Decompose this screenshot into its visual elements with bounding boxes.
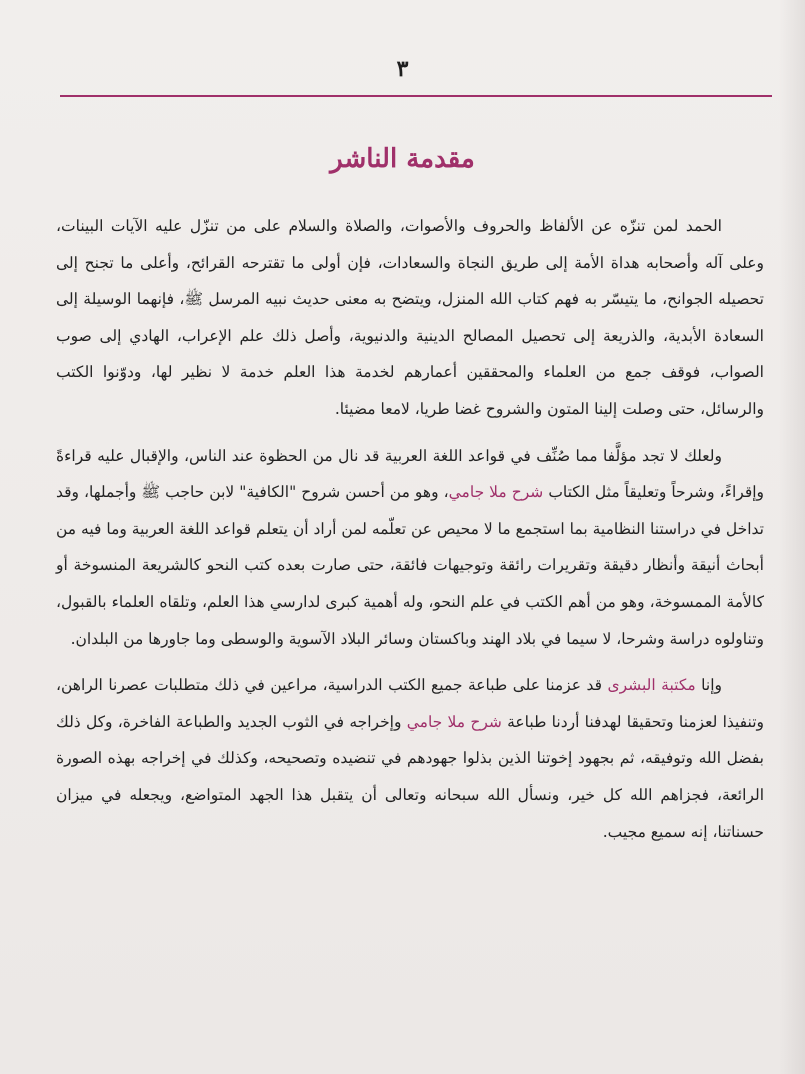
paragraph-3 [56,667,764,850]
body-text [56,208,764,860]
page-number: ٣ [396,56,409,82]
page-edge-shadow [779,0,805,1074]
page-title: مقدمة الناشر [330,144,475,174]
paragraph-text: ولعلك لا تجد مؤلَّفا مما صُنِّف في قواعد اللغة العربية قد نال من الحظوة عند الناس، والإقبال عليه قراءةً وإقراءً، وشرحاً وتعليقاً مثل الكتاب [56,446,765,502]
paragraph-1 [56,208,764,428]
paragraph-text: وإنا [695,676,722,695]
header-rule [60,95,772,97]
highlighted-book-title: شرح ملا جامي [448,483,544,502]
paragraph-text: قد عزمنا على طباعة جميع الكتب الدراسية، مراعين في ذلك متطلبات عصرنا الراهن، وتنفيذا لعزمنا وتحقيقا لهدفنا أردنا طباعة [56,676,765,731]
paragraph-text: الحمد لمن تنزّه عن الألفاظ والحروف والأصوات، والصلاة والسلام على من تنزّل عليه الآيات البينات، وعلى آله وأصحابه هداة الأمة إلى طريق النجاة والسعادات، فإن أولى ما تقترحه القرائح، وأعلى ما تجنح إلى تحصيله الجوانح، ما يتيسّر به فهم كتاب الله المنزل، ويتضح به معنى حديث نبيه المرسل ﷺ، فإنهما الوسيلة إلى السعادة الأبدية، والذريعة إلى تحصيل المصالح الدينية والدنيوية، وأصل ذلك علم الإعراب، الهادي إلى صوب الصواب، فوقف جمع من العلماء والمحققين أعمارهم لخدمة هذا العلم خدمة لا نظير لها، ودوّنوا الكتب والرسائل، حتى وصلت إلينا المتون والشروح غضا طريا، لامعا مضيئا. [56,217,764,418]
highlighted-book-title: شرح ملا جامي [406,712,502,731]
paragraph-2 [56,438,764,658]
highlighted-publisher-name: مكتبة البشرى [607,676,696,695]
paragraph-text: ، وهو من أحسن شروح "الكافية" لابن حاجب ﷺ وأجملها، وقد تداخل في دراستنا النظامية بما استجمع ما لا محيص عن تعلّمه لمن أراد أن يتعلم قواعد اللغة العربية وما فيه من أبحاث أنيقة وأنظار دقيقة وتقريرات رائقة وتوجيهات فائقة، حتى صارت بعده كتب النحو كالشريعة المنسوخة أو كالأمة الممسوخة، وهو من أهم الكتب في علم النحو، وله أهمية كبرى لدارسي هذا العلم، وتلقاه العلماء بالقبول، وتناولوه دراسة وشرحا، لا سيما في بلاد الهند وباكستان وسائر البلاد الآسوية والوسطى وما جاورها من البلدان. [56,483,764,648]
paragraph-text: وإخراجه في الثوب الجديد والطباعة الفاخرة، وكل ذلك بفضل الله وتوفيقه، ثم بجهود إخوتنا الذين بذلوا جهودهم في تنضيده وتصحيحه، وكذلك في إخراجه بهذه الصورة الرائعة، فجزاهم الله كل خير، ونسأل الله سبحانه وتعالى أن يتقبل هذا الجهد المتواضع، ويجعله في ميزان حسناتنا، إنه سميع مجيب. [56,712,764,841]
